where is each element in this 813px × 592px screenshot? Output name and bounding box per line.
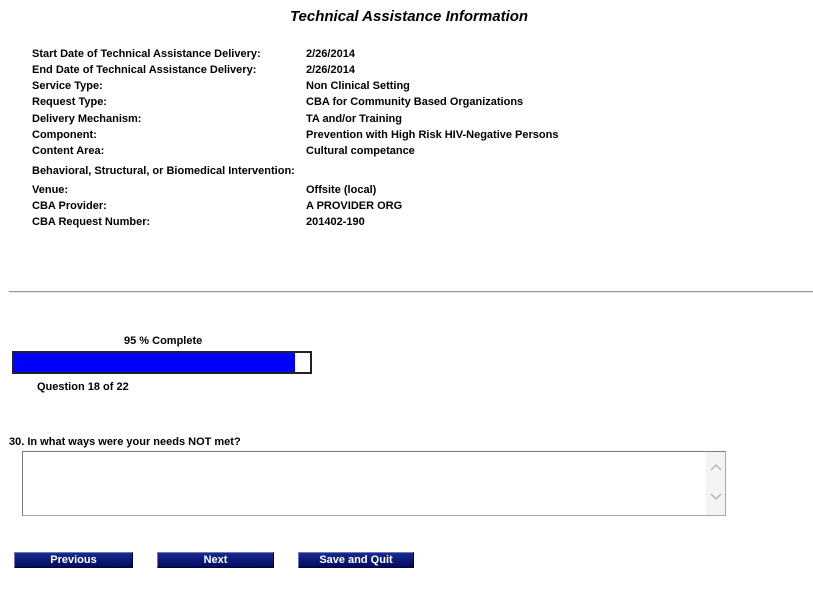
page-title: Technical Assistance Information xyxy=(289,8,529,25)
chevron-down-icon[interactable] xyxy=(706,488,725,506)
answer-textarea[interactable] xyxy=(22,451,726,516)
progress-bar xyxy=(12,351,312,374)
info-label: Component: xyxy=(32,129,97,141)
info-label: CBA Provider: xyxy=(32,200,107,212)
info-label: Start Date of Technical Assistance Delivery: xyxy=(32,48,261,60)
info-label: Behavioral, Structural, or Biomedical Intervention: xyxy=(32,165,295,177)
info-value: Non Clinical Setting xyxy=(306,80,410,92)
info-label: Service Type: xyxy=(32,80,103,92)
info-label: Request Type: xyxy=(32,96,107,108)
question-text: 30. In what ways were your needs NOT met? xyxy=(9,436,241,448)
info-value: TA and/or Training xyxy=(306,113,402,125)
chevron-up-icon[interactable] xyxy=(706,458,725,476)
info-label: CBA Request Number: xyxy=(32,216,151,228)
textarea-scrollbar[interactable] xyxy=(706,452,725,515)
info-value: Prevention with High Risk HIV-Negative Persons xyxy=(306,129,559,141)
previous-button[interactable]: Previous xyxy=(14,552,133,568)
info-value: CBA for Community Based Organizations xyxy=(306,96,524,108)
info-label: Content Area: xyxy=(32,145,105,157)
save-and-quit-button[interactable]: Save and Quit xyxy=(298,552,414,568)
section-divider xyxy=(9,291,813,293)
info-value: A PROVIDER ORG xyxy=(306,200,403,212)
info-value: 2/26/2014 xyxy=(306,64,355,76)
info-label: End Date of Technical Assistance Delivery: xyxy=(32,64,257,76)
next-button[interactable]: Next xyxy=(157,552,274,568)
info-value: Cultural competance xyxy=(306,145,415,157)
info-label: Venue: xyxy=(32,184,69,196)
info-value: 201402-190 xyxy=(306,216,365,228)
progress-percent-label: 95 % Complete xyxy=(124,335,203,347)
info-value: Offsite (local) xyxy=(306,184,377,196)
progress-bar-fill xyxy=(14,353,295,372)
info-label: Delivery Mechanism: xyxy=(32,113,142,125)
question-counter: Question 18 of 22 xyxy=(37,381,129,393)
info-value: 2/26/2014 xyxy=(306,48,355,60)
